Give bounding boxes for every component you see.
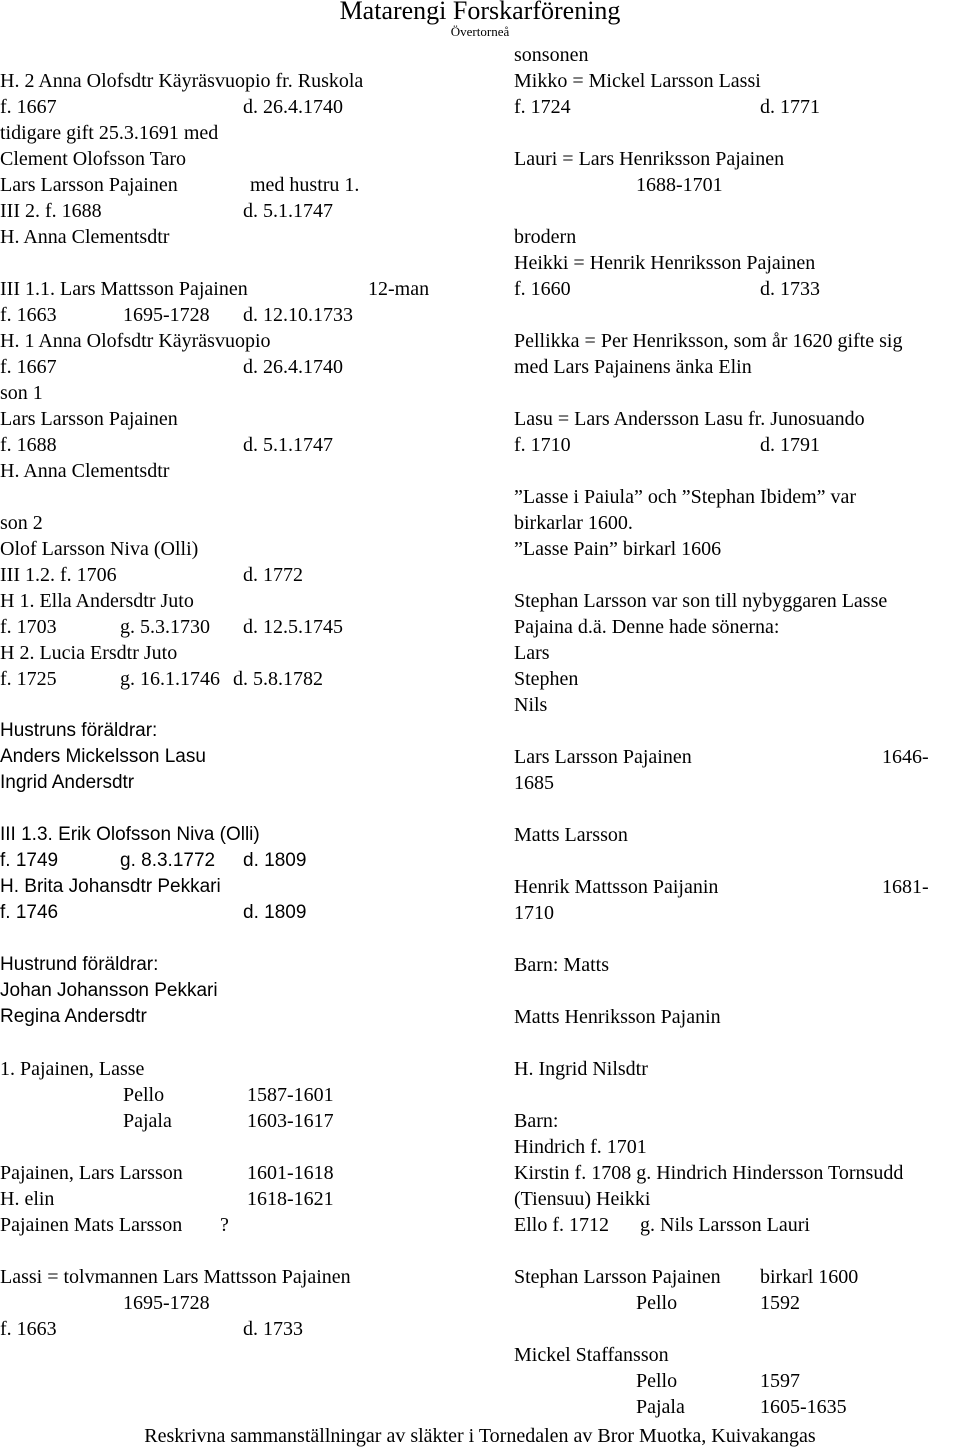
text-segment: Matts Larsson [514, 824, 628, 846]
text-segment: 1710 [514, 902, 554, 924]
text-segment: 1618-1621 [247, 1188, 334, 1210]
text-segment: Ello f. 1712 [514, 1214, 609, 1236]
text-segment: f. 1667 [0, 96, 57, 118]
society-location: Övertorneå [450, 24, 510, 39]
text-segment: Pajala [123, 1110, 172, 1132]
text-segment: H. 2 Anna Olofsdtr Käyräsvuopio fr. Ruskola [0, 70, 364, 92]
text-segment: Pajainen, Lars Larsson [0, 1162, 183, 1184]
text-segment: Pajainen Mats Larsson [0, 1214, 183, 1236]
text-segment: Regina Andersdtr [0, 1006, 147, 1027]
text-segment: 1695-1728 [123, 1292, 210, 1314]
text-segment: 1603-1617 [247, 1110, 334, 1132]
text-segment: Ingrid Andersdtr [0, 772, 135, 793]
text-segment: III 2. f. 1688 [0, 200, 102, 222]
text-segment: Pajaina d.ä. Denne hade sönerna: [514, 616, 780, 638]
text-segment: Pello [123, 1084, 165, 1106]
text-segment: d. 12.5.1745 [243, 616, 343, 638]
text-segment: Anders Mickelsson Lasu [0, 746, 206, 767]
text-segment: Matts Henriksson Pajanin [514, 1006, 721, 1028]
text-segment: g. Nils Larsson Lauri [640, 1214, 810, 1236]
text-segment: Johan Johansson Pekkari [0, 980, 218, 1001]
text-segment: Hustrund föräldrar: [0, 954, 159, 975]
text-segment: g. 5.3.1730 [120, 616, 210, 638]
text-segment: d. 5.8.1782 [233, 668, 323, 690]
text-segment: Lauri = Lars Henriksson Pajainen [514, 148, 785, 170]
text-segment: Lars Larsson Pajainen [0, 408, 178, 430]
text-segment: ”Lasse i Paiula” och ”Stephan Ibidem” var [514, 486, 857, 508]
text-segment: 1605-1635 [760, 1396, 847, 1418]
text-segment: med Lars Pajainens änka Elin [514, 356, 752, 378]
text-segment: d. 5.1.1747 [243, 434, 333, 456]
text-segment: d. 1772 [243, 564, 303, 586]
text-segment: Pello [636, 1292, 678, 1314]
text-segment: Lassi = tolvmannen Lars Mattsson Pajainen [0, 1266, 351, 1288]
text-segment: d. 1733 [243, 1318, 303, 1340]
text-segment: tidigare gift 25.3.1691 med [0, 122, 219, 144]
text-segment: 1688-1701 [636, 174, 723, 196]
text-segment: Mickel Staffansson [514, 1344, 669, 1366]
text-segment: Heikki = Henrik Henriksson Pajainen [514, 252, 816, 274]
text-segment: g. 8.3.1772 [120, 850, 216, 871]
text-segment: d. 1809 [243, 902, 307, 923]
text-segment: Barn: Matts [514, 954, 609, 976]
text-segment: f. 1688 [0, 434, 57, 456]
text-segment: 1592 [760, 1292, 800, 1314]
society-title: Matarengi Forskarförening [339, 0, 621, 25]
text-segment: Lars Larsson Pajainen [0, 174, 178, 196]
text-segment: f. 1667 [0, 356, 57, 378]
text-segment: 1695-1728 [123, 304, 210, 326]
text-segment: III 1.3. Erik Olofsson Niva (Olli) [0, 824, 260, 845]
text-segment: birkarlar 1600. [514, 512, 633, 534]
text-segment: d. 1791 [760, 434, 820, 456]
text-segment: H. elin [0, 1188, 55, 1210]
text-segment: III 1.2. f. 1706 [0, 564, 117, 586]
text-segment: f. 1663 [0, 1318, 57, 1340]
text-segment: H 2. Lucia Ersdtr Juto [0, 642, 178, 664]
text-segment: birkarl 1600 [760, 1266, 859, 1288]
text-segment: Lars Larsson Pajainen [514, 746, 692, 768]
text-segment: sonsonen [514, 44, 589, 66]
text-segment: d. 5.1.1747 [243, 200, 333, 222]
text-segment: Nils [514, 694, 548, 716]
text-segment: Pellikka = Per Henriksson, som år 1620 gifte sig [514, 330, 903, 352]
text-segment: med hustru 1. [250, 174, 360, 196]
text-segment: Kirstin f. 1708 g. Hindrich Hindersson Tornsudd [514, 1162, 904, 1184]
text-segment: Stephan Larsson var son till nybyggaren Lasse [514, 590, 888, 612]
text-segment: Lasu = Lars Andersson Lasu fr. Junosuando [514, 408, 865, 430]
text-segment: f. 1710 [514, 434, 571, 456]
page-footer: Reskrivna sammanställningar av släkter i Tornedalen av Bror Muotka, Kuivakangas [144, 1425, 816, 1447]
text-segment: ”Lasse Pain” birkarl 1606 [514, 538, 722, 560]
text-segment: H. Anna Clementsdtr [0, 460, 170, 482]
text-segment: son 1 [0, 382, 43, 404]
text-segment: f. 1746 [0, 902, 59, 923]
text-segment: H. Anna Clementsdtr [0, 226, 170, 248]
text-segment: f. 1725 [0, 668, 57, 690]
text-segment: 1. Pajainen, Lasse [0, 1058, 145, 1080]
text-segment: ? [220, 1214, 229, 1236]
text-segment: f. 1660 [514, 278, 571, 300]
text-segment: brodern [514, 226, 577, 248]
text-segment: 1681- [882, 876, 929, 898]
text-segment: H. 1 Anna Olofsdtr Käyräsvuopio [0, 330, 271, 352]
text-segment: d. 26.4.1740 [243, 356, 343, 378]
text-segment: Henrik Mattsson Paijanin [514, 876, 719, 898]
text-segment: Pajala [636, 1396, 685, 1418]
text-segment: H. Brita Johansdtr Pekkari [0, 876, 221, 897]
text-segment: f. 1724 [514, 96, 571, 118]
text-segment: Clement Olofsson Taro [0, 148, 186, 170]
text-segment: d. 1771 [760, 96, 820, 118]
text-segment: (Tiensuu) Heikki [514, 1188, 651, 1210]
text-segment: Stephan Larsson Pajainen [514, 1266, 721, 1288]
text-segment: Mikko = Mickel Larsson Lassi [514, 70, 761, 92]
text-segment: d. 1733 [760, 278, 820, 300]
text-segment: son 2 [0, 512, 43, 534]
text-segment: Lars [514, 642, 550, 664]
text-segment: 1597 [760, 1370, 800, 1392]
text-segment: Hindrich f. 1701 [514, 1136, 647, 1158]
text-segment: d. 1809 [243, 850, 307, 871]
text-segment: Pello [636, 1370, 678, 1392]
text-segment: f. 1663 [0, 304, 57, 326]
text-segment: f. 1703 [0, 616, 57, 638]
text-segment: f. 1749 [0, 850, 59, 871]
text-segment: III 1.1. Lars Mattsson Pajainen [0, 278, 248, 300]
text-segment: 1685 [514, 772, 554, 794]
text-segment: d. 12.10.1733 [243, 304, 353, 326]
text-segment: 1601-1618 [247, 1162, 334, 1184]
text-segment: Barn: [514, 1110, 559, 1132]
text-segment: 1587-1601 [247, 1084, 334, 1106]
text-segment: d. 26.4.1740 [243, 96, 343, 118]
text-segment: H. Ingrid Nilsdtr [514, 1058, 648, 1080]
text-segment: 12-man [368, 278, 430, 300]
text-segment: H 1. Ella Andersdtr Juto [0, 590, 194, 612]
text-segment: 1646- [882, 746, 929, 768]
text-segment: Hustruns föräldrar: [0, 720, 158, 741]
text-segment: Olof Larsson Niva (Olli) [0, 538, 199, 560]
text-segment: g. 16.1.1746 [120, 668, 220, 690]
text-segment: Stephen [514, 668, 579, 690]
